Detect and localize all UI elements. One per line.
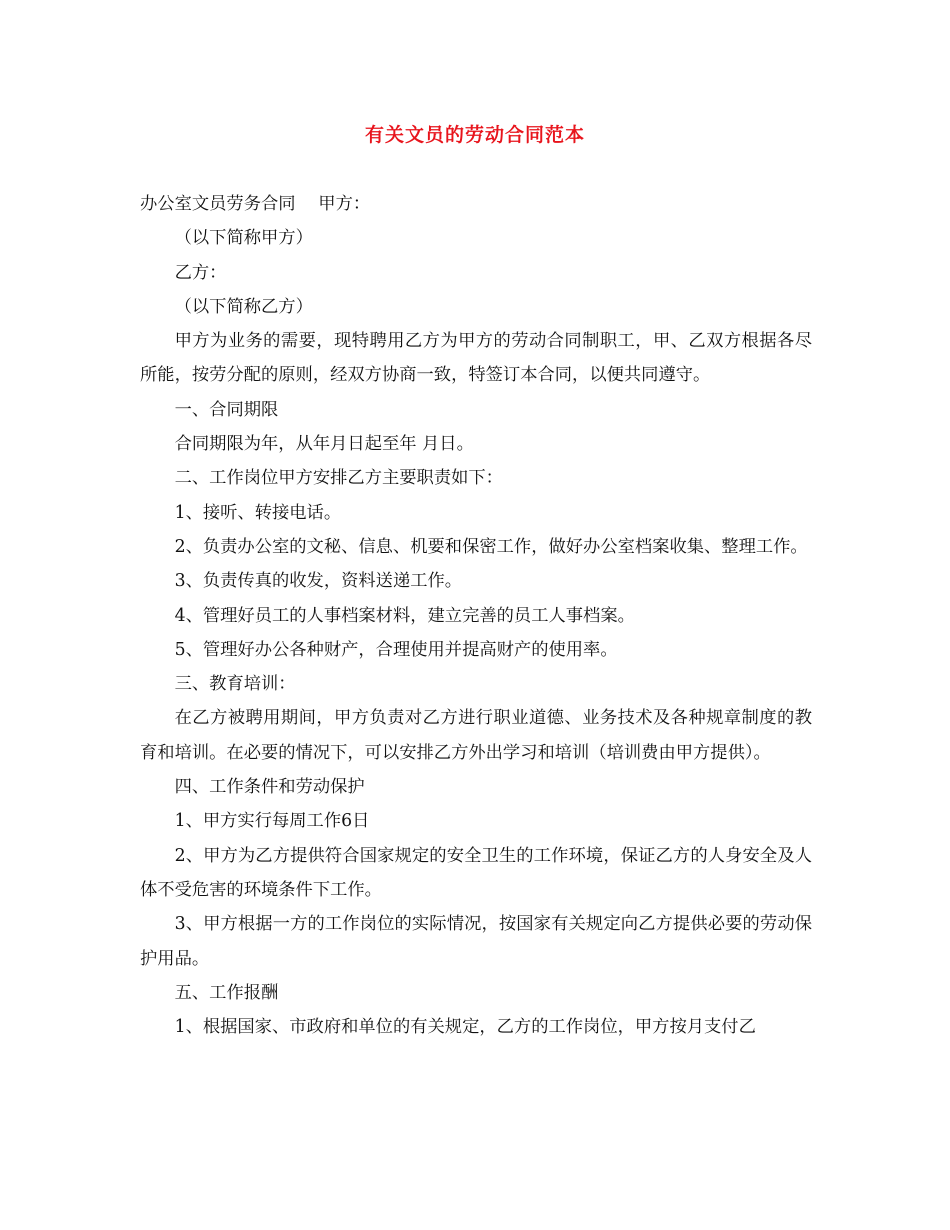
document-body — [140, 187, 812, 1044]
paragraph: 2、甲方为乙方提供符合国家规定的安全卫生的工作环境，保证乙方的人身安全及人体不受危害的环境条件下工作。 — [140, 845, 812, 900]
paragraph: （以下简称甲方） — [174, 228, 313, 249]
paragraph: 四、工作条件和劳动保护 — [174, 777, 365, 798]
paragraph: 3、甲方根据一方的工作岗位的实际情况，按国家有关规定向乙方提供必要的劳动保护用品。 — [140, 914, 812, 969]
document-title: 有关文员的劳动合同范本 — [364, 124, 585, 146]
paragraph: 办公室文员劳务合同 甲方： — [140, 194, 371, 214]
paragraph: 1、接听、转接电话。 — [174, 502, 342, 523]
paragraph: 3、负责传真的收发，资料送递工作。 — [174, 571, 463, 592]
paragraph: 合同期限为年，从年月日起至年 月日。 — [174, 434, 474, 455]
paragraph: 5、管理好办公各种财产，合理使用并提高财产的使用率。 — [174, 639, 618, 660]
paragraph: 1、甲方实行每周工作6日 — [174, 811, 370, 832]
paragraph: 二、工作岗位甲方安排乙方主要职责如下： — [174, 468, 503, 489]
paragraph: 1、根据国家、市政府和单位的有关规定，乙方的工作岗位，甲方按月支付乙 — [174, 1017, 756, 1038]
paragraph: 一、合同期限 — [174, 399, 279, 420]
paragraph: 乙方： — [174, 262, 227, 283]
paragraph: 在乙方被聘用期间，甲方负责对乙方进行职业道德、业务技术及各种规章制度的教育和培训。在必要的情况下，可以安排乙方外出学习和培训（培训费由甲方提供）。 — [140, 708, 812, 763]
paragraph: 2、负责办公室的文秘、信息、机要和保密工作，做好办公室档案收集、整理工作。 — [174, 536, 808, 557]
paragraph: 五、工作报酬 — [174, 982, 279, 1003]
paragraph: 甲方为业务的需要，现特聘用乙方为甲方的劳动合同制职工，甲、乙双方根据各尽所能，按劳分配的原则，经双方协商一致，特签订本合同，以便共同遵守。 — [140, 331, 812, 386]
paragraph: 4、管理好员工的人事档案材料，建立完善的员工人事档案。 — [174, 605, 635, 626]
paragraph: 三、教育培训： — [174, 674, 296, 695]
paragraph: （以下简称乙方） — [174, 296, 313, 317]
